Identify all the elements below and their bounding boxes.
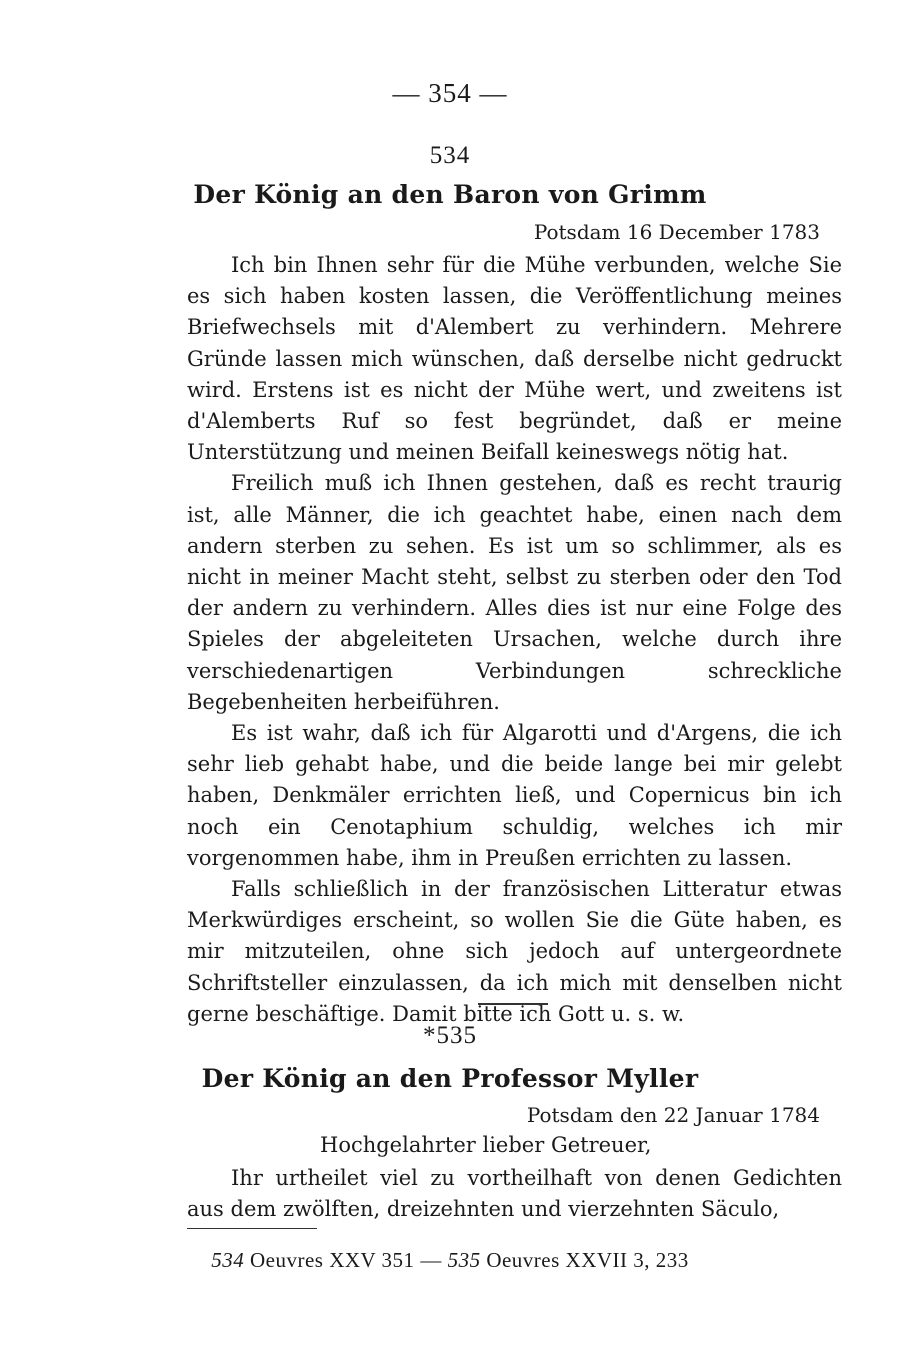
paragraph: Es ist wahr, daß ich für Algarotti und d'Argens, die ich sehr lieb gehabt habe, und die beide lange bei mir gelebt haben, Denkmäler errichten ließ, und Copernicus bin ich noch ein Cenotaphium schuldig, welches ich mir vorgenommen habe, ihm in Preußen errichten zu lassen. <box>187 721 842 870</box>
paragraph: Ich bin Ihnen sehr für die Mühe verbunden, welche Sie es sich haben kosten lassen, die Veröffentlichung meines Briefwechsels mit d'Alembert zu verhindern. Mehrere Gründe lassen mich wünschen, daß derselbe nicht gedruckt wird. Erstens ist es nicht der Mühe wert, und zweitens ist d'Alemberts Ruf so fest begründet, daß er meine Unterstützung und meinen Beifall keineswegs nötig hat. <box>187 253 842 465</box>
letter-dateline-535: Potsdam den 22 Januar 1784 <box>526 1103 820 1127</box>
footnote-source: Oeuvres XXV 351 <box>249 1248 415 1272</box>
footnote <box>0 1248 900 1273</box>
letter-number-534: 534 <box>429 142 471 169</box>
section-divider <box>478 1003 548 1005</box>
footnote-ref: 535 <box>447 1248 481 1272</box>
letter-body-534 <box>187 250 842 1030</box>
footnote-ref: 534 <box>211 1248 245 1272</box>
footnote-separator: — <box>420 1248 442 1272</box>
paragraph: Falls schließlich in der französischen Litteratur etwas Merkwürdiges erscheint, so wollen Sie die Güte haben, es mir mitzuteilen, ohne sich jedoch auf untergeordnete Schriftsteller einzulassen, da ich mich mit denselben nicht gerne beschäftige. Damit bitte ich Gott u. s. w. <box>187 877 842 1026</box>
letter-dateline-534: Potsdam 16 December 1783 <box>533 220 820 244</box>
paragraph: Ihr urtheilet viel zu vortheilhaft von denen Gedichten aus dem zwölften, dreizehnten und vierzehnten Säculo, <box>187 1166 842 1222</box>
letter-salutation-535: Hochgelahrter lieber Getreuer, <box>320 1133 652 1157</box>
footnote-rule <box>187 1228 317 1229</box>
letter-body-535 <box>187 1163 842 1225</box>
letter-heading-535: Der König an den Professor Myller <box>201 1064 699 1093</box>
letter-number-535: *535 <box>423 1022 477 1049</box>
footnote-source: Oeuvres XXVII 3, 233 <box>486 1248 689 1272</box>
letter-heading-534: Der König an den Baron von Grimm <box>193 180 707 209</box>
page-number: — 354 — <box>392 78 508 108</box>
paragraph: Freilich muß ich Ihnen gestehen, daß es recht traurig ist, alle Männer, die ich geachtet habe, einen nach dem andern sterben zu sehen. Es ist um so schlimmer, als es nicht in meiner Macht steht, selbst zu sterben oder den Tod der andern zu verhindern. Alles dies ist nur eine Folge des Spieles der abgeleiteten Ursachen, welche durch ihre verschiedenartigen Verbindungen schreckliche Begebenheiten herbeiführen. <box>187 471 842 714</box>
